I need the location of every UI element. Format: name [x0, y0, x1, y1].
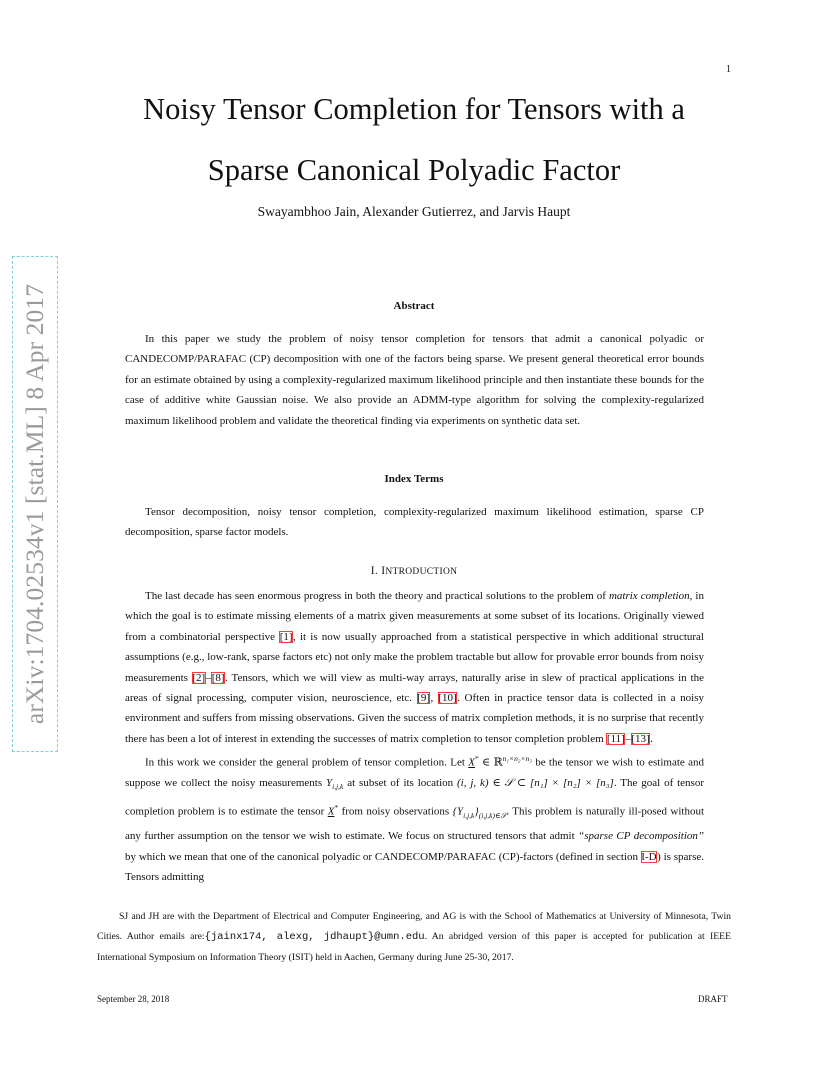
title-line-1: Noisy Tensor Completion for Tensors with a	[143, 92, 685, 126]
index-terms-body	[125, 502, 704, 543]
math-subscript: (i,j,k)∈𝒮	[478, 810, 507, 820]
citation-link[interactable]: [8]	[211, 671, 225, 684]
text-run: .	[650, 732, 653, 745]
citation-link[interactable]: [2]	[192, 671, 206, 684]
text-run: by which we mean that one of the canonical polyadic or CANDECOMP/PARAFAC (CP)-factors (defined in section	[125, 850, 641, 863]
citation-link[interactable]: [13]	[631, 732, 650, 745]
math-location-set: (i, j, k) ∈ 𝒮 ⊂ [n₁] × [n₂] × [n₃]	[457, 777, 614, 790]
text-run: from noisy observations	[338, 805, 453, 818]
section-link[interactable]: I-D	[641, 850, 657, 863]
author-list: Swayambhoo Jain, Alexander Gutierrez, and Jarvis Haupt	[257, 204, 571, 219]
text-run: ,	[430, 692, 438, 705]
intro-numeral: I.	[370, 565, 382, 577]
text-run: . An abridged version of this paper is accepted for publication at IEEE International Symposium on Information Theory (ISIT) held in Aachen, Germany during June 25-30, 2017.	[97, 930, 732, 963]
math-tensor-x: X	[468, 756, 475, 769]
text-run: , it is now usually approached from a statistical perspective in which additional structural assumptions (e.g., low-rank, sparse factors etc) not only make the problem tractable but allow for provable error bounds from noisy measurements	[125, 630, 704, 684]
emphasis-matrix-completion: matrix completion	[608, 590, 690, 602]
abstract-heading: Abstract	[393, 300, 435, 312]
math-in-reals: ∈ ℝ	[478, 756, 503, 769]
citation-link[interactable]: [9]	[417, 692, 430, 705]
index-terms-paragraph: Tensor decomposition, noisy tensor completion, complexity-regularized maximum likelihood estimation, sparse CP decomposition, sparse factor models.	[125, 506, 704, 539]
abstract-body	[125, 329, 704, 431]
abstract-paragraph: In this paper we study the problem of noisy tensor completion for tensors that admit a canonical polyadic or CANDECOMP/PARAFAC (CP) decomposition with one of the factors being sparse. We present general theoretical error bounds for an estimate obtained by using a complexity-regularized maximum likelihood principle and then instantiate these bounds for the case of additive white Gaussian noise. We also provide an ADMM-type algorithm for solving the complexity-regularized maximum likelihood problem and validate the theoretical finding via experiments on synthetic data set.	[125, 333, 704, 427]
math-brace: }	[474, 805, 479, 818]
intro-heading-rest: NTRODUCTION	[385, 567, 458, 577]
index-terms-heading: Index Terms	[384, 473, 444, 485]
math-tensor-x: X	[327, 805, 335, 818]
title-line-2: Sparse Canonical Polyadic Factor	[207, 153, 621, 187]
arxiv-stamp-text[interactable]: arXiv:1704.02534v1 [stat.ML] 8 Apr 2017	[20, 283, 49, 725]
citation-link[interactable]: [1]	[279, 630, 293, 643]
math-dimensions: n₁×n₂×n₃	[502, 754, 532, 764]
text-run: The last decade has seen enormous progress in both the theory and practical solutions to the problem of	[145, 590, 609, 602]
text-run: . Often in practice tensor data is collected in a noisy environment and suffers from missing observations. Given the success of matrix completion methods, it is no surprise that recently there has been a lot of interest in extending the successes of matrix completion to tensor completion problem	[125, 692, 705, 745]
text-run: at subset of its location	[343, 777, 458, 790]
footnote-paragraph	[97, 907, 731, 967]
text-run: . The goal of tensor completion problem is to estimate the tensor	[125, 777, 704, 818]
page-number: 1	[726, 64, 731, 75]
footer-date: September 28, 2018	[97, 994, 170, 1004]
text-run: be the tensor we wish to estimate and suppose we collect the noisy measurements	[125, 756, 704, 790]
text-run: SJ and JH are with the Department of Electrical and Computer Engineering, and AG is with the School of Mathematics at University of Minnesota, Twin Cities. Author emails are:	[97, 911, 731, 942]
text-run: . This problem is naturally ill-posed without any further assumption on the tensor we wish to estimate. We focus on structured tensors that admit	[125, 805, 704, 843]
intro-paragraph-2	[125, 749, 704, 887]
footnote	[97, 907, 731, 967]
text-run: , in which the goal is to estimate missing elements of a matrix given measurements at some subset of its locations. Originally viewed from a combinatorial perspective	[125, 590, 704, 643]
citation-link[interactable]: [10]	[438, 692, 457, 705]
intro-paragraph-1	[125, 586, 704, 749]
math-superscript: *	[334, 802, 339, 812]
emphasis-sparse-cp: “sparse CP decomposition”	[578, 830, 704, 843]
math-observations: {Y	[452, 805, 464, 818]
arxiv-stamp[interactable]	[12, 256, 58, 752]
footer-status: DRAFT	[698, 994, 728, 1004]
math-subscript: i,j,k	[332, 782, 344, 792]
paper-title	[0, 79, 828, 201]
text-run: –	[205, 671, 212, 684]
citation-link[interactable]: [11]	[606, 732, 625, 745]
text-run: . Tensors, which we will view as multi-way arrays, naturally arise in slew of practical applications in the areas of signal processing, computer vision, neuroscience, etc.	[125, 671, 704, 705]
introduction-heading	[0, 565, 828, 577]
author-emails: {jainx174, alexg, jdhaupt}@umn.edu	[204, 930, 425, 943]
text-run: ) is sparse. Tensors admitting	[125, 850, 704, 883]
intro-first-letter: I	[381, 565, 386, 577]
math-superscript: *	[474, 754, 479, 764]
text-run: In this work we consider the general problem of tensor completion. Let	[145, 756, 469, 769]
introduction-body	[125, 586, 704, 887]
math-measurement: Y	[326, 777, 333, 790]
math-subscript: i,j,k	[463, 810, 475, 820]
text-run: –	[625, 732, 631, 745]
